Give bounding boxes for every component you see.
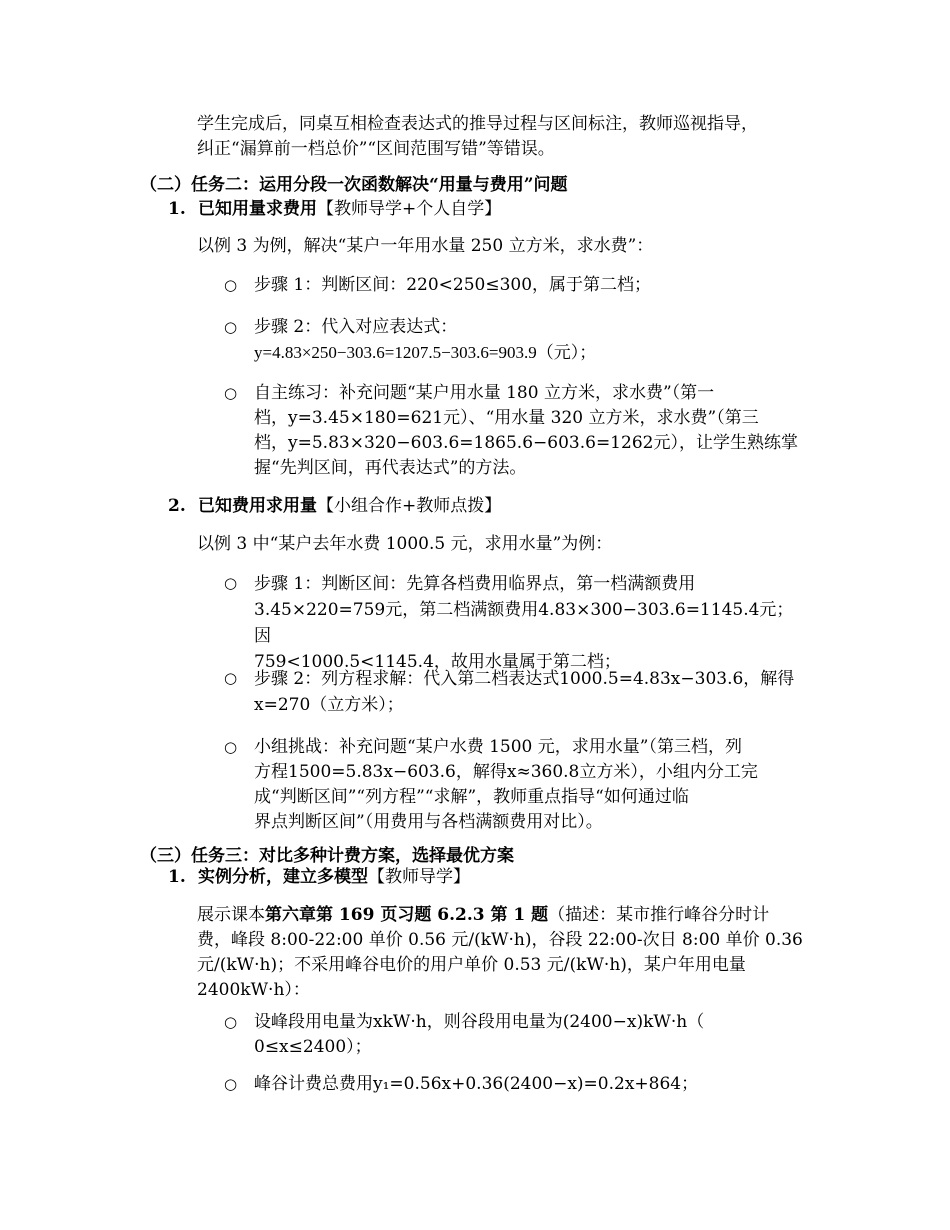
task3-item1-bullet-1 (224, 1010, 804, 1060)
bullet-text-line: 方程1500=5.83x−603.6，解得x≈360.8立方米），小组内分工完 (254, 762, 758, 782)
bullet-text-line: 759<1000.5<1145.4，故用水量属于第二档； (254, 652, 621, 672)
task3-item1-bullet-2 (224, 1072, 804, 1097)
task3-item1-title: 实例分析，建立多模型 (198, 867, 368, 887)
bullet-text-line: 0≤x≤2400）； (254, 1037, 372, 1057)
intro-line-2: 纠正“漏算前一档总价”“区间范围写错”等错误。 (197, 139, 555, 159)
task2-item2-title: 已知费用求用量 (198, 496, 317, 516)
task3-item1-heading (168, 865, 470, 890)
task2-item2-tag: 【小组合作+教师点拨】 (317, 496, 502, 516)
intro-line-1: 学生完成后，同桌互相检查表达式的推导过程与区间标注，教师巡视指导， (197, 114, 758, 134)
bullet-text-line: 设峰段用电量为xkW·h，则谷段用电量为(2400−x)kW·h（ (254, 1012, 705, 1032)
task2-item1-lead: 以例 3 为例，解决“某户一年用水量 250 立方米，求水费”： (197, 236, 654, 256)
task2-item2-bullet-2 (224, 666, 804, 718)
bullet-text: 步骤 1：判断区间：220<250≤300，属于第二档； (254, 275, 652, 295)
lead-prefix: 展示课本 (197, 905, 265, 925)
task3-item1-tag: 【教师导学】 (368, 867, 470, 887)
lead-line: 费，峰段 8:00-22:00 单价 0.56 元/(kW·h)，谷段 22:00-次日 8:00 单价 0.36 (197, 930, 803, 950)
task3-item1-lead (197, 903, 812, 1003)
bullet-mark-icon: ○ (224, 1075, 238, 1093)
bullet-text-line: 自主练习：补充问题“某户用水量 180 立方米，求水费”（第一 (254, 383, 715, 403)
bullet-text-line: 档，y=5.83×320−603.6=1865.6−603.6=1262元），让学生熟练掌 (254, 433, 798, 453)
intro-paragraph (197, 112, 812, 162)
lead-line: 2400kW·h）： (197, 980, 310, 1000)
bullet-mark-icon: ○ (224, 384, 238, 402)
bullet-text-line: 3.45×220=759元，第二档满额费用4.83×300−303.6=1145.4元；因 (254, 600, 794, 646)
bullet-text-line: x=270（立方米）； (254, 695, 404, 715)
bullet-text-line: 步骤 2：列方程求解：代入第二档表达式1000.5=4.83x−303.6，解得 (254, 669, 795, 689)
task2-item1-bullet-3 (224, 381, 804, 481)
bullet-text-line: 成“判断区间”“列方程”“求解”，教师重点指导“如何通过临 (254, 787, 689, 807)
task2-item2-heading (168, 494, 501, 519)
bullet-mark-icon: ○ (224, 574, 238, 592)
bullet-text-line: 档，y=3.45×180=621元）、“用水量 320 立方米，求水费”（第三 (254, 408, 759, 428)
bullet-text-line: 小组挑战：补充问题“某户水费 1500 元，求用水量”（第三档，列 (254, 737, 742, 757)
task2-item1-bullet-2 (224, 315, 804, 365)
task2-item2-bullet-3 (224, 735, 804, 835)
task2-item2-bullet-1 (224, 571, 804, 675)
bullet-mark-icon: ○ (224, 318, 238, 336)
task2-item2-number: 2. (168, 496, 186, 516)
task3-heading: （三）任务三：对比多种计费方案，选择最优方案 (140, 846, 514, 866)
bullet-mark-icon: ○ (224, 738, 238, 756)
task2-item2-lead: 以例 3 中“某户去年水费 1000.5 元，求用水量”为例： (197, 534, 613, 554)
task2-item1-number: 1. (168, 199, 186, 219)
textbook-reference: 第六章第 169 页习题 6.2.3 第 1 题 (265, 905, 549, 925)
lead-line: 元/(kW·h)；不采用峰谷电价的用户单价 0.53 元/(kW·h)，某户年用电量 (197, 955, 746, 975)
bullet-formula-line: y=4.83×250−303.6=1207.5−303.6=903.9（元）； (254, 343, 597, 362)
task2-item1-bullet-1 (224, 273, 804, 298)
bullet-mark-icon: ○ (224, 276, 238, 294)
bullet-mark-icon: ○ (224, 669, 238, 687)
bullet-text-line: 步骤 2：代入对应表达式： (254, 317, 458, 337)
task2-item1-title: 已知用量求费用 (198, 199, 317, 219)
bullet-text-line: 步骤 1：判断区间：先算各档费用临界点，第一档满额费用 (254, 574, 696, 594)
task2-heading: （二）任务二：运用分段一次函数解决“用量与费用”问题 (140, 175, 568, 195)
lead-rest: （描述：某市推行峰谷分时计 (548, 905, 770, 925)
task3-item1-number: 1. (168, 867, 186, 887)
bullet-text-line: 界点判断区间”（用费用与各档满额费用对比）。 (254, 812, 603, 832)
bullet-text-line: 握“先判区间，再代表达式”的方法。 (254, 458, 527, 478)
bullet-text: 峰谷计费总费用y₁=0.56x+0.36(2400−x)=0.2x+864； (254, 1074, 699, 1094)
bullet-mark-icon: ○ (224, 1013, 238, 1031)
task2-item1-heading (168, 197, 501, 222)
task2-item1-tag: 【教师导学+个人自学】 (317, 199, 502, 219)
